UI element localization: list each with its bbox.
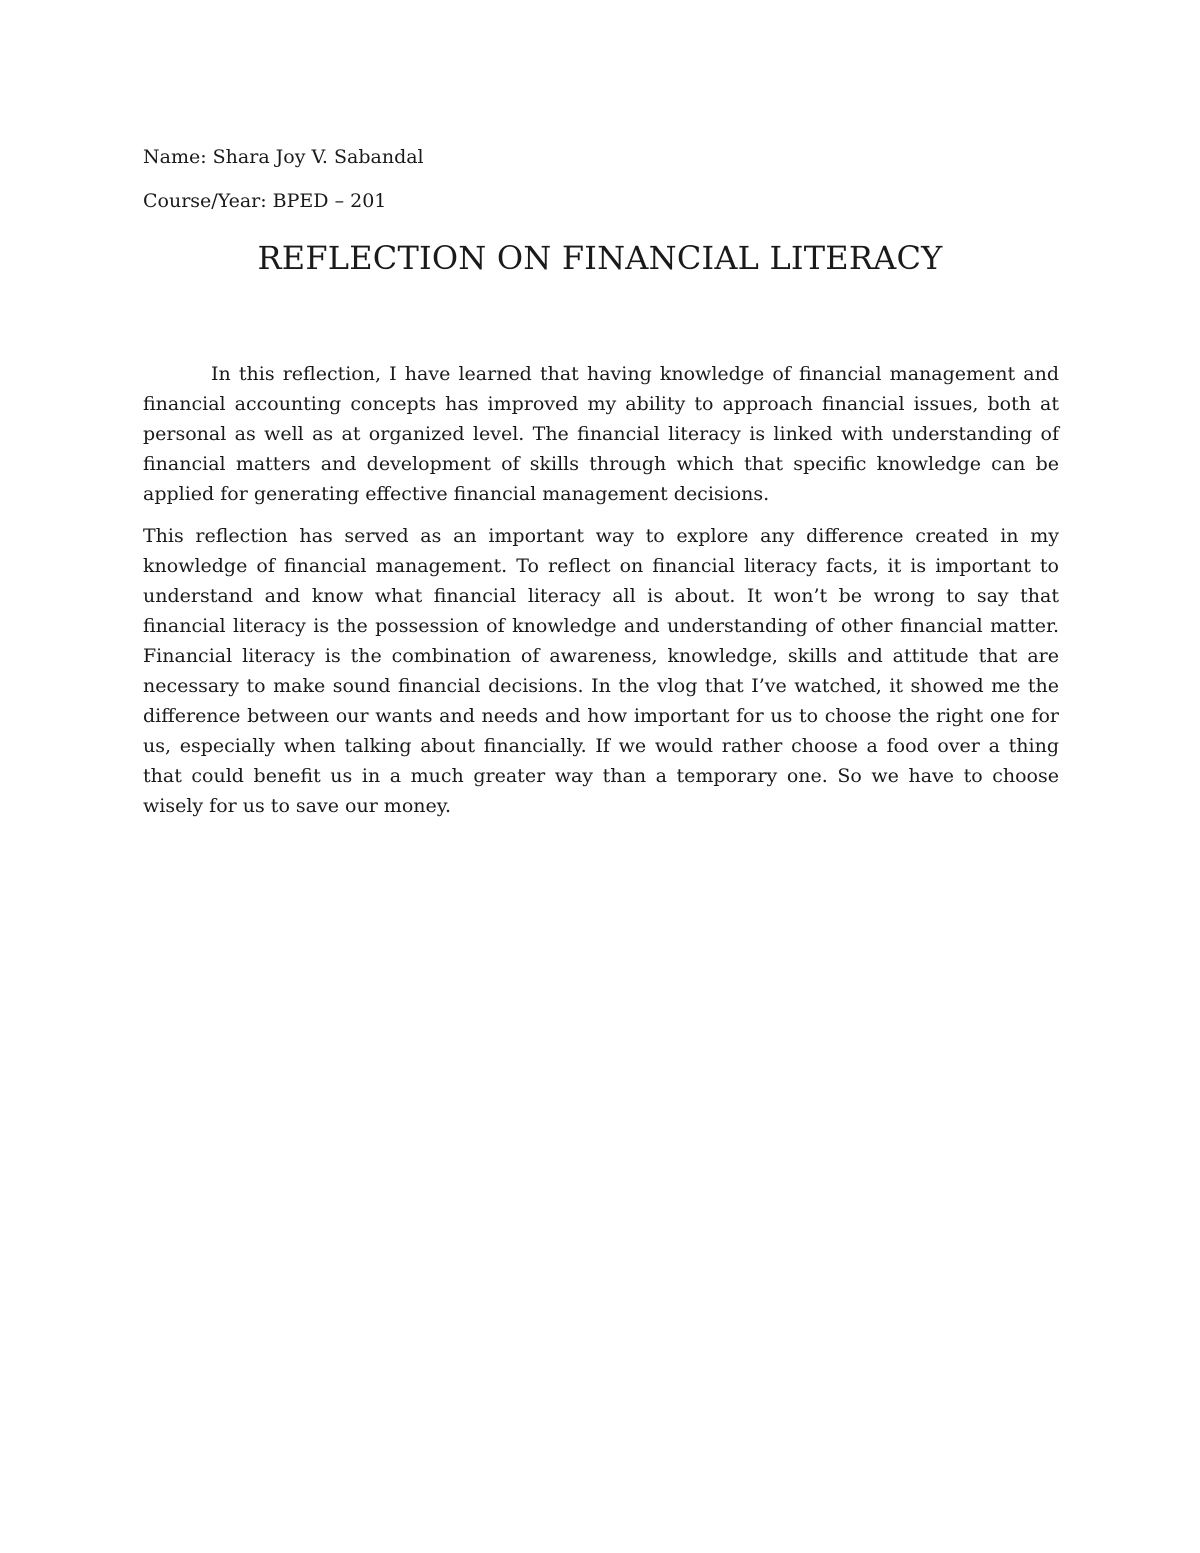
document-title: REFLECTION ON FINANCIAL LITERACY (257, 239, 943, 277)
course-year: Course/Year: BPED – 201 (143, 190, 387, 212)
paragraph-2: This reflection has served as an important way to explore any difference created in my knowledge of financial management. To reflect on financial literacy facts, it is important to understand and know what financial literacy all is about. It won’t be wrong to say that financial literacy is the possession of knowledge and understanding of other financial matter. Financial literacy is the combination of awareness, knowledge, skills and attitude that are necessary to make sound financial decisions. In the vlog that I’ve watched, it showed me the difference between our wants and needs and how important for us to choose the right one for us, especially when talking about financially. If we would rather choose a food over a thing that could benefit us in a much greater way than a temporary one. So we have to choose wisely for us to save our money. (143, 525, 1059, 817)
paragraph-1: In this reflection, I have learned that having knowledge of financial management and financial accounting concepts has improved my ability to approach financial issues, both at personal as well as at organized level. The financial literacy is linked with understanding of financial matters and development of skills through which that specific knowledge can be applied for generating effective financial management decisions. (143, 363, 1059, 505)
student-name: Name: Shara Joy V. Sabandal (143, 146, 424, 168)
